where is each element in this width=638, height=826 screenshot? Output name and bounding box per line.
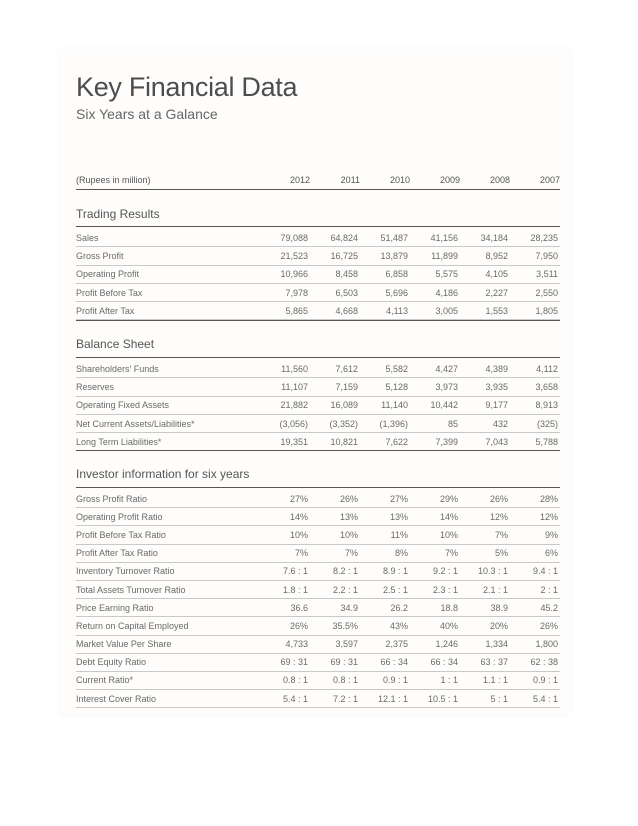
value-cell: 11,140 xyxy=(360,396,410,414)
value-cell: 7,159 xyxy=(310,378,360,396)
year-header-cell: 2007 xyxy=(539,175,560,185)
value-cell: 63 : 37 xyxy=(460,653,510,671)
row-label: Profit Before Tax xyxy=(76,283,260,301)
value-cell: 2.1 : 1 xyxy=(460,580,510,598)
value-cell: 26% xyxy=(460,490,510,508)
value-cell: 4,389 xyxy=(460,360,510,378)
value-cell: 2,375 xyxy=(360,635,410,653)
value-cell: (1,396) xyxy=(360,414,410,432)
value-cell: 14% xyxy=(410,508,460,526)
value-cell: 3,005 xyxy=(410,302,460,320)
row-label: Long Term Liabilities* xyxy=(76,433,260,451)
value-cell: 8.2 : 1 xyxy=(310,562,360,580)
value-cell: 21,882 xyxy=(260,396,310,414)
value-cell: 432 xyxy=(460,414,510,432)
section-end-divider xyxy=(76,320,560,321)
value-cell: 19,351 xyxy=(260,433,310,451)
value-cell: 8,913 xyxy=(510,396,560,414)
year-header-cell: 2008 xyxy=(489,175,510,185)
row-label: Operating Profit xyxy=(76,265,260,283)
value-cell: 5,788 xyxy=(510,433,560,451)
row-label: Debt Equity Ratio xyxy=(76,653,260,671)
value-cell: 13% xyxy=(360,508,410,526)
value-cell: 35.5% xyxy=(310,617,360,635)
value-cell: 10,821 xyxy=(310,433,360,451)
value-cell: 13% xyxy=(310,508,360,526)
row-label: Market Value Per Share xyxy=(76,635,260,653)
value-cell: 0.9 : 1 xyxy=(360,671,410,689)
year-header-cell: 2011 xyxy=(340,175,360,185)
table-row xyxy=(76,360,560,378)
value-cell: 1,800 xyxy=(510,635,560,653)
value-cell: 2,550 xyxy=(510,283,560,301)
value-cell: 7,043 xyxy=(460,433,510,451)
value-cell: 5.4 : 1 xyxy=(260,690,310,708)
value-cell: (3,056) xyxy=(260,414,310,432)
value-cell: 11,899 xyxy=(410,247,460,265)
value-cell: 41,156 xyxy=(410,229,460,247)
value-cell: 3,511 xyxy=(510,265,560,283)
value-cell: 9,177 xyxy=(460,396,510,414)
row-label: Sales xyxy=(76,229,260,247)
value-cell: 9% xyxy=(510,526,560,544)
row-label: Operating Fixed Assets xyxy=(76,396,260,414)
value-cell: 2.3 : 1 xyxy=(410,580,460,598)
value-cell: 34,184 xyxy=(460,229,510,247)
value-cell: 26% xyxy=(310,490,360,508)
value-cell: 0.9 : 1 xyxy=(510,671,560,689)
year-header-cell: 2009 xyxy=(439,175,460,185)
value-cell: 69 : 31 xyxy=(260,653,310,671)
value-cell: 2,227 xyxy=(460,283,510,301)
table-row xyxy=(76,671,560,689)
value-cell: 11,107 xyxy=(260,378,310,396)
table-row xyxy=(76,635,560,653)
value-cell: 2.5 : 1 xyxy=(360,580,410,598)
value-cell: 6,503 xyxy=(310,283,360,301)
value-cell: 7,612 xyxy=(310,360,360,378)
balance-sheet-table xyxy=(76,360,560,451)
table-row xyxy=(76,580,560,598)
section-end-divider xyxy=(76,450,560,451)
table-row xyxy=(76,599,560,617)
value-cell: 7,622 xyxy=(360,433,410,451)
value-cell: 5% xyxy=(460,544,510,562)
value-cell: 43% xyxy=(360,617,410,635)
value-cell: 1,246 xyxy=(410,635,460,653)
value-cell: (3,352) xyxy=(310,414,360,432)
value-cell: (325) xyxy=(510,414,560,432)
year-header xyxy=(76,173,560,187)
value-cell: 66 : 34 xyxy=(360,653,410,671)
value-cell: 7.6 : 1 xyxy=(260,562,310,580)
value-cell: 5 : 1 xyxy=(460,690,510,708)
value-cell: 4,668 xyxy=(310,302,360,320)
row-label: Profit After Tax xyxy=(76,302,260,320)
value-cell: 3,597 xyxy=(310,635,360,653)
value-cell: 4,186 xyxy=(410,283,460,301)
value-cell: 5,128 xyxy=(360,378,410,396)
value-cell: 79,088 xyxy=(260,229,310,247)
table-row xyxy=(76,302,560,320)
value-cell: 1.1 : 1 xyxy=(460,671,510,689)
value-cell: 85 xyxy=(410,414,460,432)
section-title-trading: Trading Results xyxy=(76,207,160,221)
row-label: Total Assets Turnover Ratio xyxy=(76,580,260,598)
row-label: Current Ratio* xyxy=(76,671,260,689)
value-cell: 14% xyxy=(260,508,310,526)
value-cell: 1,805 xyxy=(510,302,560,320)
value-cell: 4,113 xyxy=(360,302,410,320)
value-cell: 2.2 : 1 xyxy=(310,580,360,598)
value-cell: 7% xyxy=(460,526,510,544)
value-cell: 40% xyxy=(410,617,460,635)
value-cell: 21,523 xyxy=(260,247,310,265)
value-cell: 64,824 xyxy=(310,229,360,247)
value-cell: 11% xyxy=(360,526,410,544)
value-cell: 28,235 xyxy=(510,229,560,247)
year-header-cell: 2012 xyxy=(289,175,310,185)
value-cell: 16,089 xyxy=(310,396,360,414)
section-title-investor: Investor information for six years xyxy=(76,467,250,481)
value-cell: 5,575 xyxy=(410,265,460,283)
section-divider xyxy=(76,226,560,227)
value-cell: 1.8 : 1 xyxy=(260,580,310,598)
investor-information-table xyxy=(76,490,560,708)
table-row xyxy=(76,617,560,635)
value-cell: 0.8 : 1 xyxy=(310,671,360,689)
table-row xyxy=(76,433,560,451)
value-cell: 1,334 xyxy=(460,635,510,653)
value-cell: 5,696 xyxy=(360,283,410,301)
value-cell: 51,487 xyxy=(360,229,410,247)
value-cell: 26% xyxy=(510,617,560,635)
header-divider xyxy=(76,189,560,190)
value-cell: 1 : 1 xyxy=(410,671,460,689)
table-row xyxy=(76,229,560,247)
value-cell: 1,553 xyxy=(460,302,510,320)
value-cell: 7% xyxy=(260,544,310,562)
table-row xyxy=(76,283,560,301)
value-cell: 7% xyxy=(410,544,460,562)
table-row xyxy=(76,544,560,562)
table-row xyxy=(76,562,560,580)
value-cell: 7,950 xyxy=(510,247,560,265)
value-cell: 10% xyxy=(310,526,360,544)
value-cell: 13,879 xyxy=(360,247,410,265)
value-cell: 34.9 xyxy=(310,599,360,617)
value-cell: 38.9 xyxy=(460,599,510,617)
value-cell: 4,105 xyxy=(460,265,510,283)
row-label: Profit Before Tax Ratio xyxy=(76,526,260,544)
value-cell: 10,966 xyxy=(260,265,310,283)
section-divider xyxy=(76,357,560,358)
value-cell: 7,978 xyxy=(260,283,310,301)
row-label: Operating Profit Ratio xyxy=(76,508,260,526)
row-label: Shareholders' Funds xyxy=(76,360,260,378)
value-cell: 6,858 xyxy=(360,265,410,283)
section-divider xyxy=(76,487,560,488)
value-cell: 62 : 38 xyxy=(510,653,560,671)
table-row xyxy=(76,265,560,283)
value-cell: 8,458 xyxy=(310,265,360,283)
row-label: Profit After Tax Ratio xyxy=(76,544,260,562)
value-cell: 27% xyxy=(360,490,410,508)
value-cell: 66 : 34 xyxy=(410,653,460,671)
value-cell: 5.4 : 1 xyxy=(510,690,560,708)
table-row xyxy=(76,247,560,265)
value-cell: 8% xyxy=(360,544,410,562)
row-label: Price Earning Ratio xyxy=(76,599,260,617)
value-cell: 7,399 xyxy=(410,433,460,451)
value-cell: 10% xyxy=(260,526,310,544)
row-label: Reserves xyxy=(76,378,260,396)
value-cell: 36.6 xyxy=(260,599,310,617)
table-row xyxy=(76,653,560,671)
page-title: Key Financial Data xyxy=(76,72,298,102)
section-title-balance: Balance Sheet xyxy=(76,337,155,351)
table-row xyxy=(76,414,560,432)
value-cell: 3,935 xyxy=(460,378,510,396)
row-label: Inventory Turnover Ratio xyxy=(76,562,260,580)
value-cell: 2 : 1 xyxy=(510,580,560,598)
value-cell: 8,952 xyxy=(460,247,510,265)
value-cell: 11,560 xyxy=(260,360,310,378)
value-cell: 12% xyxy=(510,508,560,526)
value-cell: 9.2 : 1 xyxy=(410,562,460,580)
row-label: Interest Cover Ratio xyxy=(76,690,260,708)
value-cell: 3,973 xyxy=(410,378,460,396)
value-cell: 9.4 : 1 xyxy=(510,562,560,580)
value-cell: 5,582 xyxy=(360,360,410,378)
value-cell: 26% xyxy=(260,617,310,635)
value-cell: 10,442 xyxy=(410,396,460,414)
value-cell: 10.3 : 1 xyxy=(460,562,510,580)
value-cell: 10.5 : 1 xyxy=(410,690,460,708)
value-cell: 8.9 : 1 xyxy=(360,562,410,580)
row-label: Net Current Assets/Liabilities* xyxy=(76,414,260,432)
value-cell: 7.2 : 1 xyxy=(310,690,360,708)
value-cell: 28% xyxy=(510,490,560,508)
table-row xyxy=(76,690,560,708)
value-cell: 4,733 xyxy=(260,635,310,653)
year-header-cell: 2010 xyxy=(389,175,410,185)
value-cell: 4,427 xyxy=(410,360,460,378)
value-cell: 18.8 xyxy=(410,599,460,617)
value-cell: 6% xyxy=(510,544,560,562)
unit-label: (Rupees in million) xyxy=(76,175,151,185)
value-cell: 27% xyxy=(260,490,310,508)
table-row xyxy=(76,490,560,508)
trading-results-table xyxy=(76,229,560,320)
value-cell: 3,658 xyxy=(510,378,560,396)
table-row xyxy=(76,378,560,396)
page-subtitle: Six Years at a Galance xyxy=(76,106,218,122)
value-cell: 20% xyxy=(460,617,510,635)
value-cell: 29% xyxy=(410,490,460,508)
value-cell: 7% xyxy=(310,544,360,562)
row-label: Return on Capital Employed xyxy=(76,617,260,635)
row-label: Gross Profit xyxy=(76,247,260,265)
value-cell: 4,112 xyxy=(510,360,560,378)
table-row xyxy=(76,396,560,414)
value-cell: 16,725 xyxy=(310,247,360,265)
value-cell: 45.2 xyxy=(510,599,560,617)
value-cell: 12.1 : 1 xyxy=(360,690,410,708)
table-row xyxy=(76,526,560,544)
value-cell: 0.8 : 1 xyxy=(260,671,310,689)
row-label: Gross Profit Ratio xyxy=(76,490,260,508)
value-cell: 69 : 31 xyxy=(310,653,360,671)
value-cell: 5,865 xyxy=(260,302,310,320)
value-cell: 12% xyxy=(460,508,510,526)
table-row xyxy=(76,508,560,526)
value-cell: 26.2 xyxy=(360,599,410,617)
value-cell: 10% xyxy=(410,526,460,544)
